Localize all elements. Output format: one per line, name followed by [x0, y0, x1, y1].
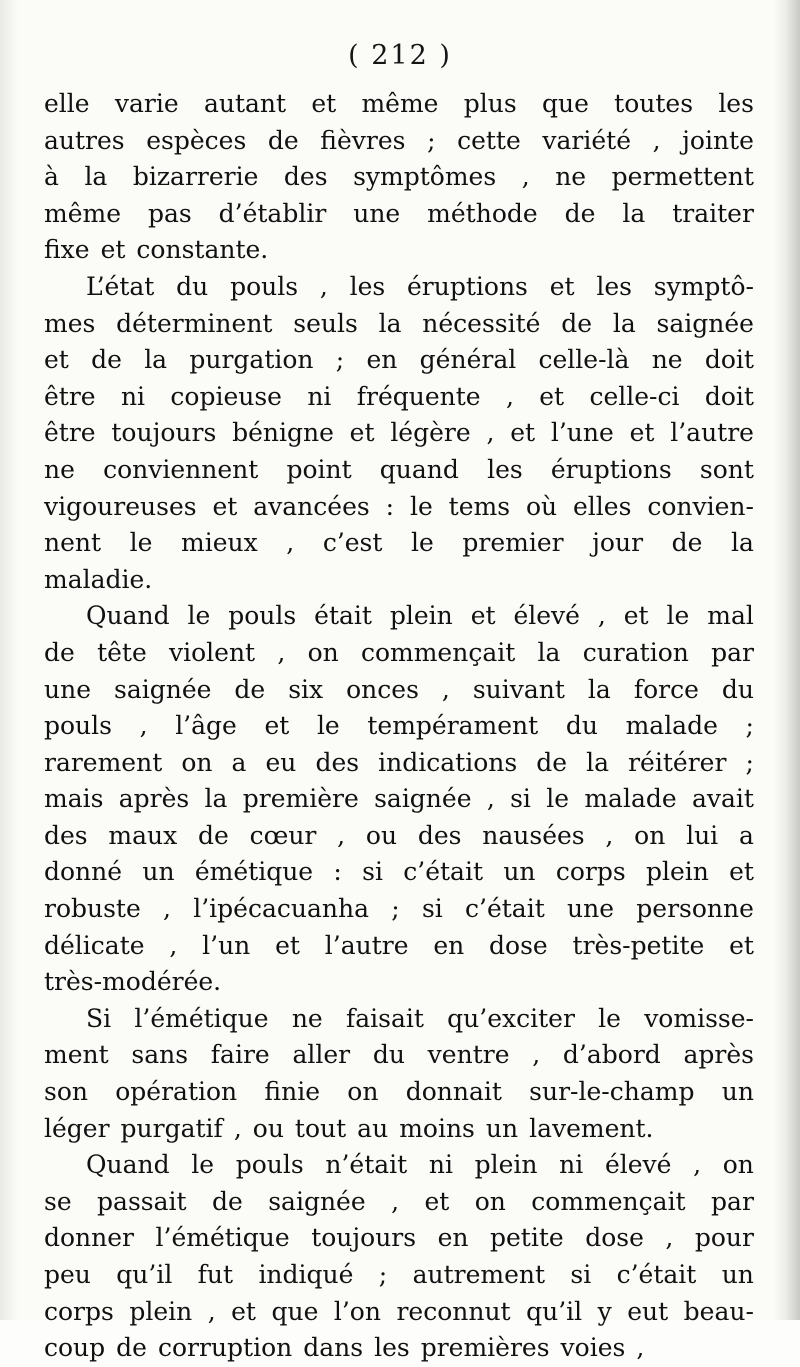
body-text: [44, 86, 754, 1367]
text-line: se passait de saignée , et on commençait par: [44, 1186, 754, 1216]
text-line: délicate , l’un et l’autre en dose très-petite et: [44, 930, 754, 960]
text-line: nent le mieux , c’est le premier jour de la: [44, 528, 754, 558]
text-line: son opération finie on donnait sur-le-champ un: [44, 1077, 754, 1107]
text-line: Si l’émétique ne faisait qu’exciter le vomisse-: [86, 1003, 754, 1033]
text-line: ment sans faire aller du ventre , d’abord après: [44, 1040, 754, 1070]
text-line: pouls , l’âge et le tempérament du malade ;: [44, 711, 754, 741]
text-line: peu qu’il fut indiqué ; autrement si c’était un: [44, 1260, 754, 1289]
text-line: même pas d’établir une méthode de la traiter: [44, 198, 754, 228]
text-line: à la bizarrerie des symptômes , ne permettent: [44, 162, 754, 192]
text-line: mais après la première saignée , si le malade avait: [44, 784, 754, 814]
text-line: une saignée de six onces , suivant la force du: [44, 674, 754, 704]
text-line: des maux de cœur , ou des nausées , on lui a: [44, 820, 754, 850]
paragraph: [44, 86, 754, 269]
text-line: Quand le pouls n’était ni plein ni élevé , on: [86, 1150, 754, 1180]
text-line: maladie.: [44, 564, 153, 594]
text-line: être ni copieuse ni fréquente , et celle-ci doit: [44, 381, 754, 411]
page-left-edge-shadow: [0, 0, 18, 1320]
text-line: fixe et constante.: [44, 235, 269, 265]
paragraph: [44, 1147, 754, 1367]
text-line: ne conviennent point quand les éruptions sont: [44, 454, 754, 484]
text-line: Quand le pouls était plein et élevé , et le mal: [86, 601, 754, 631]
text-line: robuste , l’ipécacuanha ; si c’était une personne: [44, 894, 754, 924]
paragraph: [44, 598, 754, 1001]
text-line: très-modérée.: [44, 967, 222, 997]
text-line: donner l’émétique toujours en petite dose , pour: [44, 1223, 754, 1253]
text-line: L’état du pouls , les éruptions et les symptô-: [86, 271, 754, 301]
text-line: rarement on a eu des indications de la réitérer ;: [44, 747, 754, 777]
text-line: vigoureuses et avancées : le tems où elles convien-: [44, 491, 754, 521]
text-line: corps plein , et que l’on reconnut qu’il y eut beau-: [44, 1296, 754, 1326]
paragraph: [44, 1001, 754, 1147]
text-line: mes déterminent seuls la nécessité de la saignée: [44, 308, 754, 338]
text-line: de tête violent , on commençait la curation par: [44, 637, 754, 667]
text-line: elle varie autant et même plus que toutes les: [44, 89, 754, 118]
text-line: coup de corruption dans les premières voies ,: [44, 1333, 645, 1363]
page-number: ( 212 ): [348, 40, 452, 71]
text-line: et de la purgation ; en général celle-là ne doit: [44, 345, 754, 375]
text-line: autres espèces de fièvres ; cette variété , jointe: [44, 125, 754, 155]
paragraph: [44, 269, 754, 598]
text-line: être toujours bénigne et légère , et l’une et l’autre: [44, 418, 754, 448]
text-line: léger purgatif , ou tout au moins un lavement.: [44, 1113, 654, 1143]
page-right-edge-shadow: [774, 0, 800, 1320]
text-line: donné un émétique : si c’était un corps plein et: [44, 857, 754, 887]
